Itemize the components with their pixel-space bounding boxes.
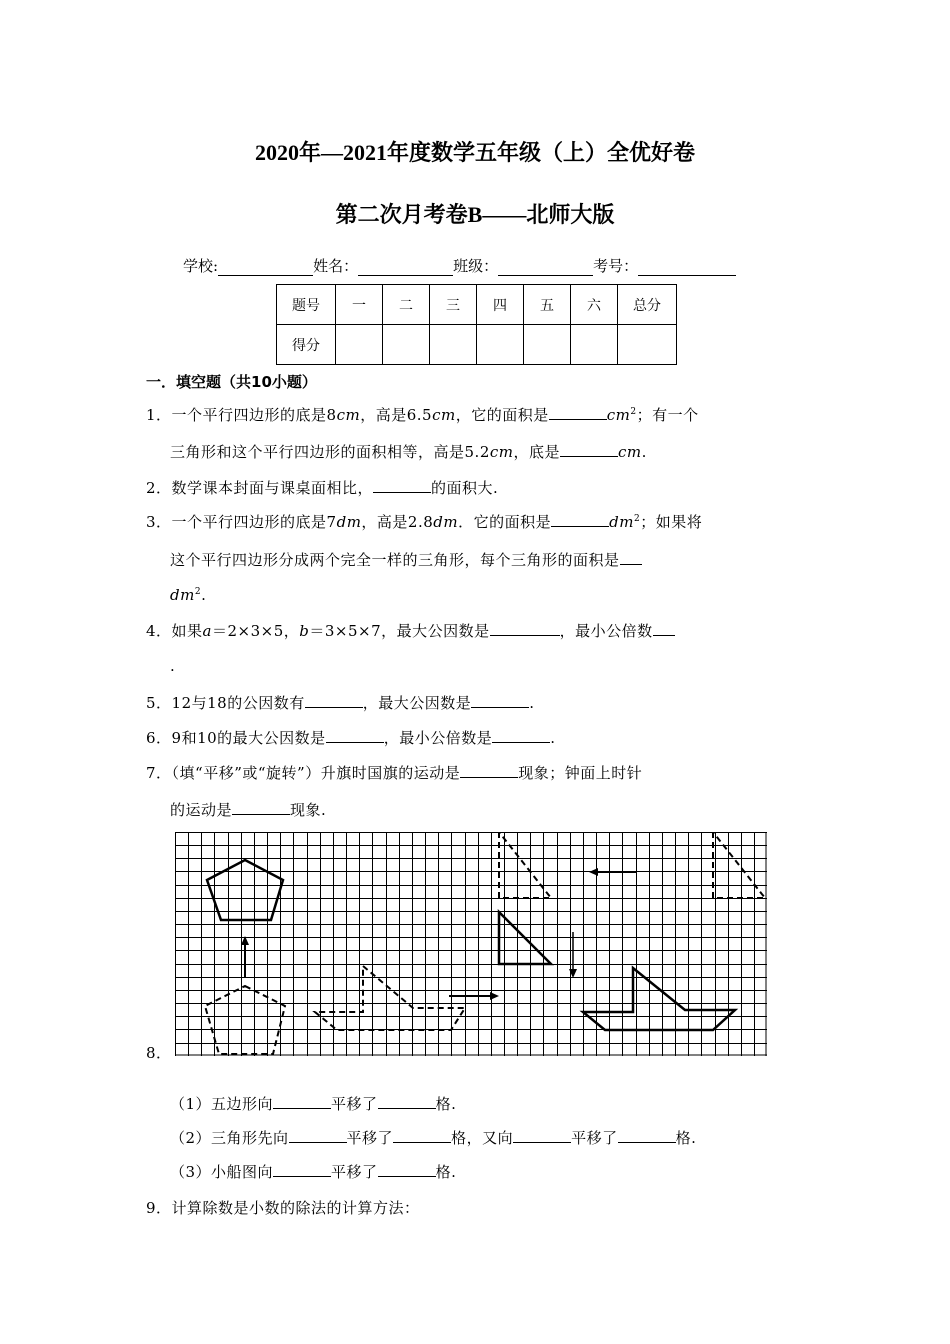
arrow-right-icon — [449, 992, 499, 1000]
answer-blank[interactable] — [378, 1093, 436, 1109]
q5-text: . — [529, 694, 535, 712]
q5-text: 5．12与18的公因数有 — [146, 694, 305, 712]
q1-line1: 1．一个平行四边形的底是8cm，高是6.5cm，它的面积是 $cm^2$；有一个 — [146, 406, 699, 424]
q7-text: 7．（填“平移”或“旋转”）升旗时国旗的运动是 — [146, 764, 461, 782]
q1-text: ；有一个 — [636, 406, 699, 424]
page-subtitle: 第二次月考卷B——北师大版 — [335, 202, 615, 227]
q8-text: 平移了 — [571, 1129, 618, 1147]
score-cell[interactable] — [430, 325, 477, 365]
unit: dm — [336, 513, 362, 531]
answer-blank[interactable] — [393, 1127, 451, 1143]
answer-blank[interactable] — [273, 1161, 331, 1177]
q7-text: 现象. — [290, 801, 327, 819]
q8-text: 格，又向 — [451, 1129, 514, 1147]
unit: cm — [618, 443, 642, 461]
q8-text: （1）五边形向 — [170, 1095, 274, 1113]
q1-text: . — [641, 443, 647, 461]
unit: cm — [489, 443, 514, 461]
unit: dm — [433, 513, 459, 531]
answer-blank[interactable] — [273, 1093, 331, 1109]
q1-text: ，高是6.5 — [360, 406, 433, 424]
score-cell[interactable] — [383, 325, 430, 365]
q3-line3: $dm^2$. — [170, 586, 207, 604]
score-label: 得分 — [277, 325, 336, 365]
school-label: 学校: — [183, 257, 219, 275]
name-label: 姓名： — [313, 257, 359, 275]
q3-text: ，高是2.8 — [361, 513, 434, 531]
variable: a — [202, 622, 212, 640]
q3-text: ；如果将 — [640, 513, 703, 531]
answer-blank[interactable] — [620, 549, 642, 565]
unit: cm — [336, 406, 361, 424]
student-info — [183, 255, 736, 276]
q8-text: 平移了 — [331, 1163, 378, 1181]
q9-line: 9．计算除数是小数的除法的计算方法： — [146, 1199, 420, 1217]
score-cell[interactable] — [477, 325, 524, 365]
name-blank[interactable] — [358, 259, 453, 276]
answer-blank[interactable] — [549, 404, 607, 420]
col-4: 四 — [477, 285, 524, 325]
col-total: 总分 — [618, 285, 677, 325]
page-title: 2020年—2021年度数学五年级（上）全优好卷 — [254, 140, 695, 165]
answer-blank[interactable] — [378, 1161, 436, 1177]
score-cell[interactable] — [524, 325, 571, 365]
q8-text: （3）小船图向 — [170, 1163, 274, 1181]
answer-blank[interactable] — [232, 799, 290, 815]
answer-blank[interactable] — [513, 1127, 571, 1143]
answer-blank[interactable] — [460, 762, 518, 778]
score-header-row — [277, 285, 677, 325]
q1-text: 三角形和这个平行四边形的面积相等，高是5.2 — [170, 443, 490, 461]
q4-text: ＝2×3×5， — [212, 622, 300, 640]
q4-line2 — [170, 657, 175, 675]
q2-text: 2．数学课本封面与课桌面相比， — [146, 479, 374, 497]
col-1: 一 — [336, 285, 383, 325]
answer-blank[interactable] — [492, 727, 550, 743]
unit: dm — [609, 513, 634, 531]
answer-blank[interactable] — [560, 441, 618, 457]
q1-text: ，底是 — [513, 443, 560, 461]
q3-text: ．它的面积是 — [458, 513, 552, 531]
q4-text: ，最小公倍数 — [559, 622, 653, 640]
q8-sub2 — [170, 1127, 696, 1148]
q3-line2 — [170, 549, 642, 570]
unit: cm — [432, 406, 456, 424]
q7-text: 现象；钟面上时针 — [518, 764, 643, 782]
answer-blank[interactable] — [373, 477, 431, 493]
answer-blank[interactable] — [326, 727, 384, 743]
score-cell[interactable] — [336, 325, 383, 365]
unit: dm — [170, 586, 195, 604]
boat-translated — [315, 966, 465, 1030]
q3-text: 这个平行四边形分成两个完全一样的三角形，每个三角形的面积是 — [170, 551, 620, 569]
q8-text: 格. — [675, 1129, 697, 1147]
section-title: 一．填空题（共10小题） — [146, 373, 317, 391]
number-blank[interactable] — [638, 259, 736, 276]
q1-line2 — [170, 441, 647, 462]
q8-text: 格. — [435, 1095, 457, 1113]
q7-text: 的运动是 — [170, 801, 233, 819]
q3-line1: 3．一个平行四边形的底是7dm，高是2.8dm．它的面积是 $dm^2$；如果将 — [146, 513, 703, 531]
score-table — [276, 284, 677, 365]
q4-text: ＝3×5×7，最大公因数是 — [309, 622, 490, 640]
answer-blank[interactable] — [653, 620, 675, 636]
q8-number: 8． — [146, 1044, 172, 1062]
score-row — [277, 325, 677, 365]
triangle-translated-right — [713, 832, 765, 898]
q6-text: . — [550, 729, 556, 747]
q3-text: 3．一个平行四边形的底是7 — [146, 513, 337, 531]
answer-blank[interactable] — [471, 692, 529, 708]
score-cell[interactable] — [571, 325, 618, 365]
q1-text: ，它的面积是 — [455, 406, 549, 424]
class-label: 班级： — [453, 257, 499, 275]
header-label: 题号 — [277, 285, 336, 325]
q5-line — [146, 692, 535, 713]
col-3: 三 — [430, 285, 477, 325]
translation-grid-figure — [175, 832, 767, 1056]
q8-text: （2）三角形先向 — [170, 1129, 289, 1147]
answer-blank[interactable] — [305, 692, 363, 708]
school-blank[interactable] — [218, 259, 313, 276]
number-label: 考号： — [593, 257, 639, 275]
q8-text: 平移了 — [346, 1129, 394, 1147]
q4-line1 — [146, 620, 675, 641]
grid-lines — [175, 832, 767, 1056]
arrow-up-icon — [241, 936, 249, 978]
q3-text: . — [201, 586, 207, 604]
q2-text: 的面积大. — [431, 479, 499, 497]
q8-text: 格. — [435, 1163, 457, 1181]
unit: cm — [606, 406, 631, 424]
q5-text: ，最大公因数是 — [362, 694, 472, 712]
q4-text: 4．如果 — [146, 622, 203, 640]
answer-blank[interactable] — [618, 1127, 676, 1143]
col-2: 二 — [383, 285, 430, 325]
q7-line1 — [146, 762, 642, 783]
q6-text: 6．9和10的最大公因数是 — [146, 729, 326, 747]
score-cell[interactable] — [618, 325, 677, 365]
variable: b — [299, 622, 310, 640]
col-6: 六 — [571, 285, 618, 325]
answer-blank[interactable] — [490, 620, 560, 636]
answer-blank[interactable] — [551, 511, 609, 527]
q4-text: . — [170, 657, 176, 675]
answer-blank[interactable] — [289, 1127, 347, 1143]
q8-sub3 — [170, 1161, 456, 1182]
q2-line — [146, 477, 498, 498]
arrow-left-icon — [589, 868, 637, 876]
q8-sub1 — [170, 1093, 456, 1114]
q8-text: 平移了 — [331, 1095, 378, 1113]
class-blank[interactable] — [498, 259, 593, 276]
q1-text: 1．一个平行四边形的底是8 — [146, 406, 337, 424]
q6-line — [146, 727, 555, 748]
q6-text: ，最小公倍数是 — [383, 729, 493, 747]
col-5: 五 — [524, 285, 571, 325]
q7-line2 — [170, 799, 326, 820]
